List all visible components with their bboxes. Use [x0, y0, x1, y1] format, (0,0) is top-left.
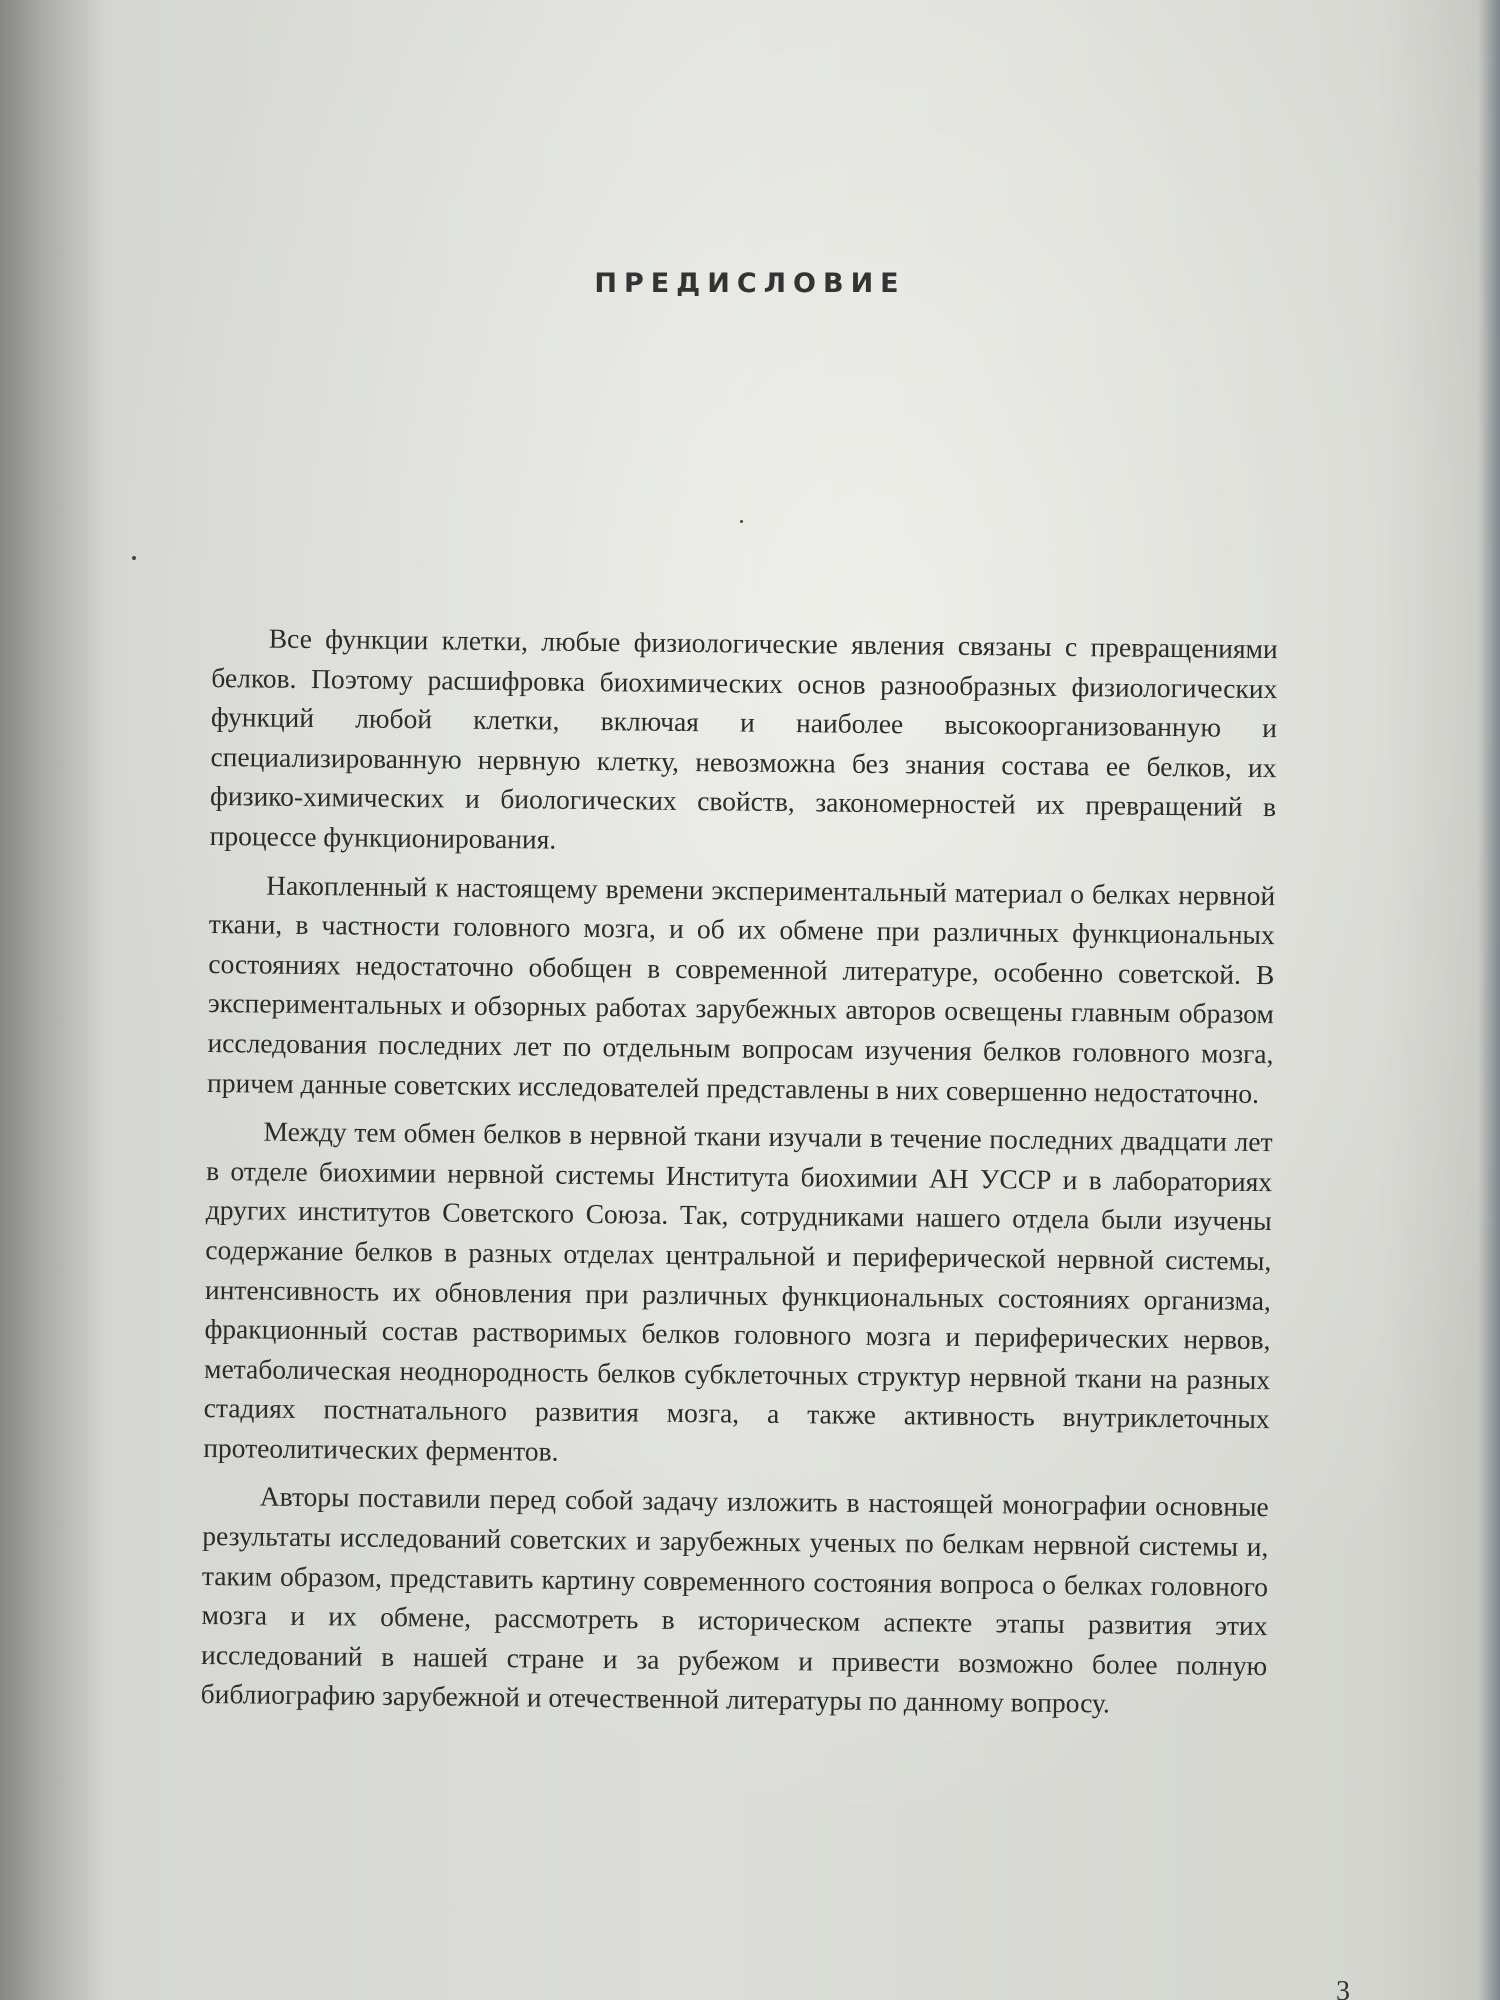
- paragraph: Авторы поставили перед собой задачу изложить в настоящей монографии основные результаты исследований советских и зарубежных ученых по белкам нервной системы и, таким образом, представить картину современного состояния вопроса о белках головного мозга и их обмене, рассмотреть в историческом аспекте этапы развития этих исследований в нашей стране и за рубежом и привести возможно более полную библиографию зарубежной и отечественной литературы по данному вопросу.: [200, 1481, 1269, 1719]
- print-speck: [132, 556, 136, 560]
- paragraph: Все функции клетки, любые физиологические явления связаны с превращениями белков. Поэтому расшифровка биохимических основ разнообразных физиологических функций любой клетки, включая и наиболее высокоорганизованную и специализированную нервную клетку, невозможна без знания состава ее белков, их физико-химических и биологических свойств, закономерностей их превращений в процессе функционирования.: [209, 622, 1278, 855]
- paragraph: Накопленный к настоящему времени экспериментальный материал о белках нервной ткани, в частности головного мозга, и об их обмене при различных функциональных состояниях недостаточно обобщен в современной литературе, особенно советской. В экспериментальных и обзорных работах зарубежных авторов освещены главным образом исследования последних лет по отдельным вопросам изучения белков головного мозга, причем данные советских исследователей представлены в них совершенно недостаточно.: [206, 869, 1276, 1109]
- print-speck: [740, 520, 743, 523]
- body-text: [200, 618, 1278, 1734]
- binding-shadow: [0, 0, 105, 2000]
- paragraph: Между тем обмен белков в нервной ткани изучали в течение последних двадцати лет в отделе биохимии нервной системы Института биохимии АН УССР и в лабораториях других институтов Советского Союза. Так, сотрудниками нашего отдела были изучены содержание белков в разных отделах центральной и периферической нервной системы, интенсивность их обновления при различных функциональных состояниях организма, фракционный состав растворимых белков головного мозга и периферических нервов, метаболическая неоднородность белков субклеточных структур нервной ткани на разных стадиях постнатального развития мозга, а также активность внутриклеточных протеолитических ферментов.: [203, 1115, 1273, 1467]
- page-title: ПРЕДИСЛОВИЕ: [594, 268, 906, 299]
- page-number: 3: [1336, 1976, 1350, 2000]
- page-edge: [1478, 0, 1500, 2000]
